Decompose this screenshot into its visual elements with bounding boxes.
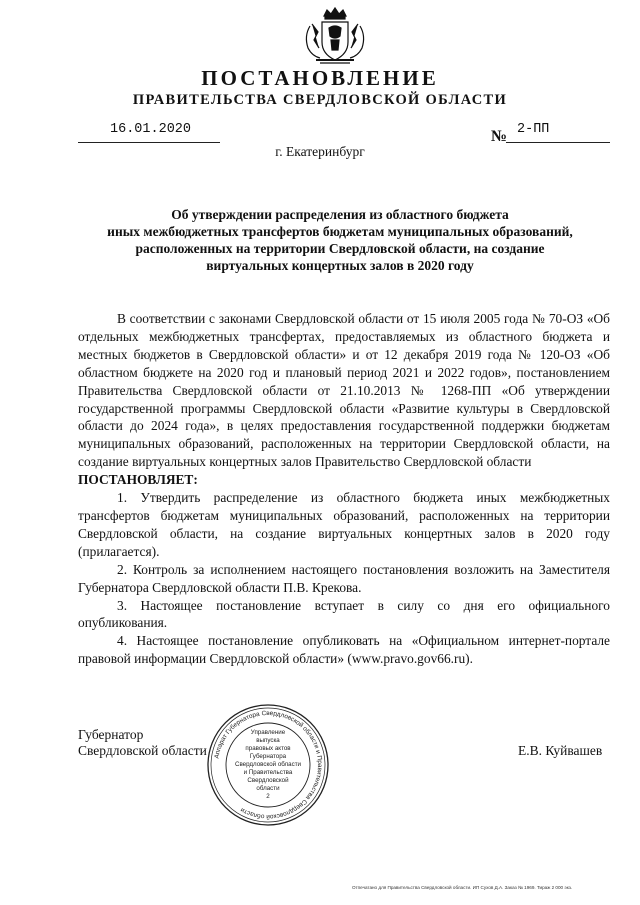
document-body: [78, 310, 610, 668]
heading-line: иных межбюджетных трансфертов бюджетам муниципальных образований,: [107, 224, 573, 239]
stamp-line: 2: [266, 793, 270, 800]
stamp-line: Управление: [250, 729, 286, 736]
decree-word: ПОСТАНОВЛЯЕТ:: [78, 472, 198, 488]
document-date: 16.01.2020: [110, 122, 192, 137]
stamp-line: области: [256, 785, 280, 792]
signatory-position-region: Свердловской области: [78, 743, 207, 758]
document-heading: [70, 206, 610, 274]
decree-item: 2. Контроль за исполнением настоящего постановления возложить на Заместителя Губернатора Свердловской области П.В. Крекова.: [78, 561, 610, 595]
coat-of-arms-icon: [300, 6, 370, 66]
decree-item: 3. Настоящее постановление вступает в силу со дня его официального опубликования.: [78, 597, 610, 631]
official-stamp: [205, 702, 331, 828]
number-sign: №: [491, 128, 508, 145]
stamp-line: и Правительства: [243, 769, 293, 776]
print-footer: Отпечатано для Правительства Свердловской области. ИП Сухов Д.А. Заказ № 1969. Тираж 2 000 экз.: [352, 885, 573, 890]
stamp-line: Свердловской: [247, 777, 289, 784]
stamp-line: выпуска: [256, 737, 280, 744]
signatory-position: Губернатор: [78, 727, 144, 742]
preamble-paragraph: В соответствии с законами Свердловской области от 15 июля 2005 года № 70-ОЗ «Об отдельных межбюджетных трансфертах, предоставляемых из областного бюджета и местных бюджетов в Свердловской области» и от 12 декабря 2019 года № 120-ОЗ «Об областном бюджете на 2020 год и плановый период 2021 и 2022 годов», постановлением Правительства Свердловской области от 21.10.2013 № 1268-ПП «Об утверждении государственной программы Свердловской области «Развитие культуры в Свердловской области до 2024 года», в целях предоставления государственной поддержки бюджетам муниципальных образований, расположенных на территории Свердловской области, на создание виртуальных концертных залов Правительство Свердловской области: [78, 311, 610, 470]
stamp-line: правовых актов: [245, 745, 291, 752]
heading-line: виртуальных концертных залов в 2020 году: [206, 258, 474, 273]
number-underline: [506, 142, 610, 143]
stamp-line: Свердловской области: [234, 761, 302, 768]
document-number: 2-ПП: [517, 122, 550, 137]
signatory-name: Е.В. Куйвашев: [518, 743, 603, 758]
decree-item: 4. Настоящее постановление опубликовать на «Официальном интернет-портале правовой информации Свердловской области» (www.pravo.gov66.ru).: [78, 633, 610, 667]
heading-line: расположенных на территории Свердловской области, на создание: [135, 241, 545, 256]
city: г. Екатеринбург: [275, 144, 365, 159]
document-subtitle: ПРАВИТЕЛЬСТВА СВЕРДЛОВСКОЙ ОБЛАСТИ: [132, 92, 508, 108]
stamp-ring-text: Аппарат Губернатора Свердловской области и Правительства Свердловской области: [213, 709, 324, 821]
stamp-line: Губернатора: [249, 753, 287, 760]
date-underline: [78, 142, 220, 143]
decree-item: 1. Утвердить распределение из областного бюджета иных межбюджетных трансфертов бюджетам муниципальных образований, расположенных на территории Свердловской области, на создание виртуальных концертных залов в 2020 году (прилагается).: [78, 490, 610, 559]
document-title: ПОСТАНОВЛЕНИЕ: [201, 66, 439, 90]
heading-line: Об утверждении распределения из областного бюджета: [171, 207, 509, 222]
